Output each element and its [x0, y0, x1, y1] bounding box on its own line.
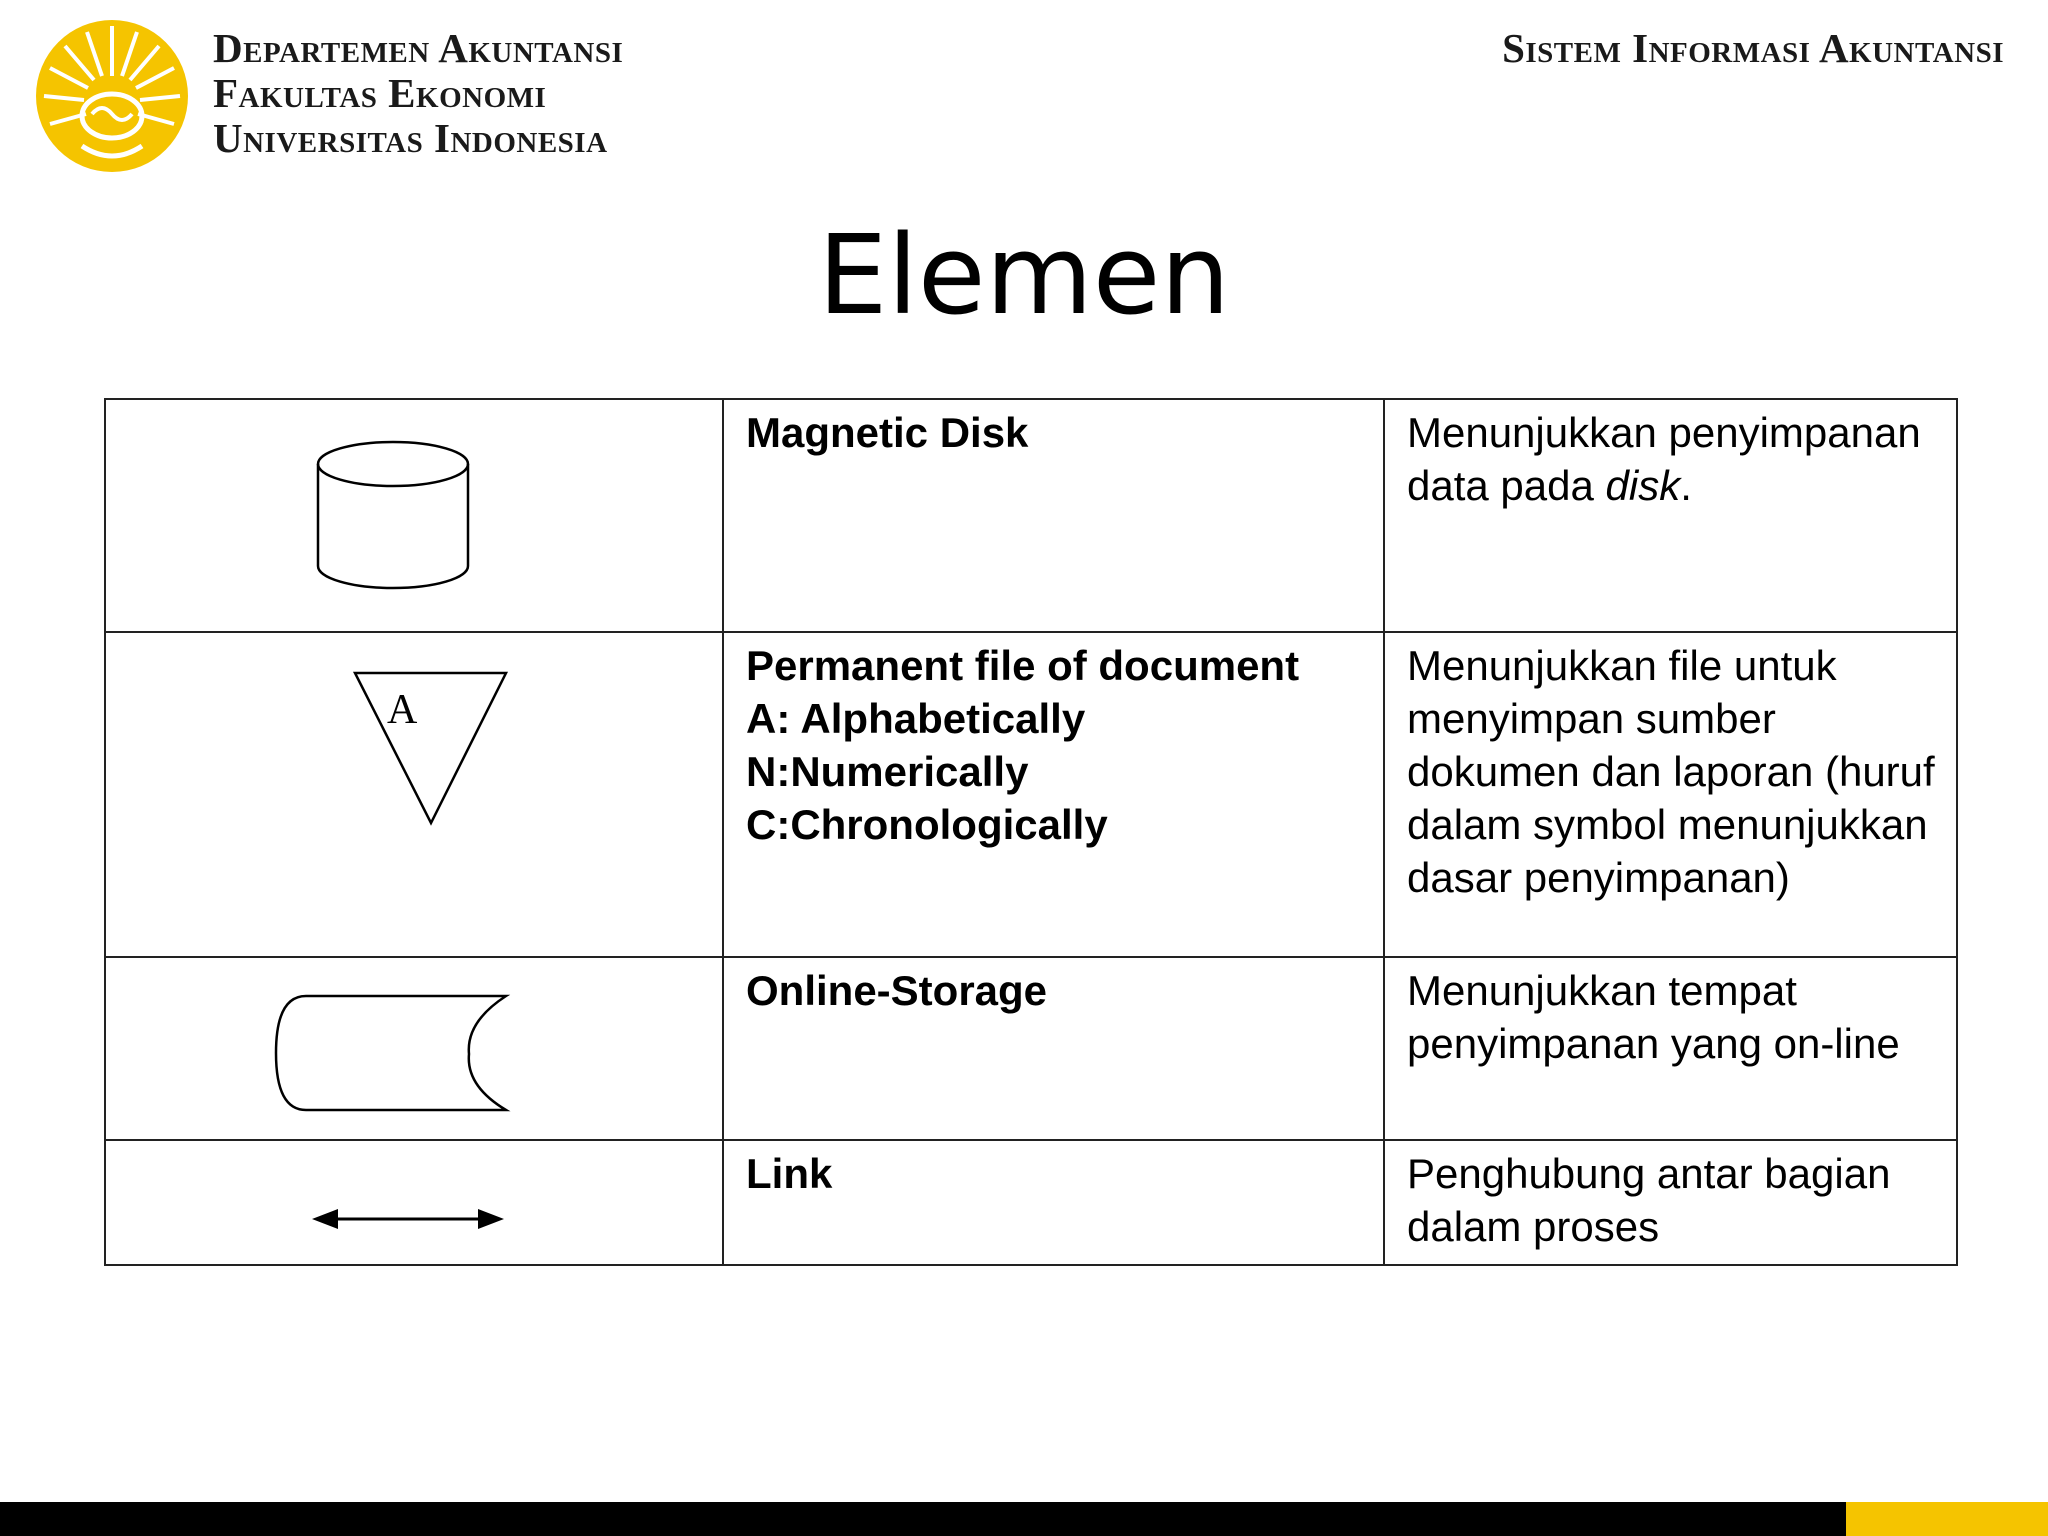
table-row — [105, 632, 1957, 957]
institution-line-university: Universitas Indonesia — [213, 115, 608, 161]
element-desc-online-storage: Menunjukkan tempat penyimpanan yang on-line — [1384, 957, 1957, 1140]
desc-emphasis: disk — [1605, 462, 1681, 509]
flowchart-elements-table — [104, 398, 1958, 1266]
name-line: A: Alphabetically — [746, 695, 1086, 742]
institution-block — [213, 26, 623, 161]
desc-text-end: . — [1680, 462, 1692, 509]
table-row — [105, 399, 1957, 632]
institution-line-department: Departemen Akuntansi — [213, 25, 624, 71]
symbol-cell — [105, 632, 723, 957]
university-logo — [32, 16, 192, 176]
element-name-permanent-file — [723, 632, 1384, 957]
name-line: N:Numerically — [746, 748, 1029, 795]
institution-line-faculty: Fakultas Ekonomi — [213, 70, 547, 116]
footer-accent — [1846, 1502, 2048, 1536]
symbol-cell — [105, 957, 723, 1140]
footer-bar — [0, 1502, 2048, 1536]
element-name-online-storage: Online-Storage — [723, 957, 1384, 1140]
course-title: Sistem Informasi Akuntansi — [1502, 25, 2004, 71]
magnetic-disk-cylinder-icon — [106, 400, 722, 626]
name-line: C:Chronologically — [746, 801, 1108, 848]
online-storage-icon — [106, 958, 722, 1134]
symbol-cell — [105, 1140, 723, 1265]
table-row — [105, 957, 1957, 1140]
double-arrow-link-icon — [106, 1141, 722, 1259]
element-desc-link: Penghubung antar bagian dalam proses — [1384, 1140, 1957, 1265]
name-line: Permanent file of document — [746, 642, 1300, 689]
element-name-link: Link — [723, 1140, 1384, 1265]
desc-text: Menunjukkan penyimpanan data pada — [1407, 409, 1921, 509]
table-row — [105, 1140, 1957, 1265]
element-desc-magnetic-disk — [1384, 399, 1957, 632]
triangle-letter: A — [387, 687, 418, 733]
element-desc-permanent-file: Menunjukkan file untuk menyimpan sumber dokumen dan laporan (huruf dalam symbol menunjukkan dasar penyimpanan) — [1384, 632, 1957, 957]
symbol-cell — [105, 399, 723, 632]
element-name-magnetic-disk: Magnetic Disk — [723, 399, 1384, 632]
permanent-file-triangle-icon — [106, 633, 722, 951]
slide-title: Elemen — [817, 211, 1231, 339]
makara-logo-icon — [32, 16, 192, 176]
